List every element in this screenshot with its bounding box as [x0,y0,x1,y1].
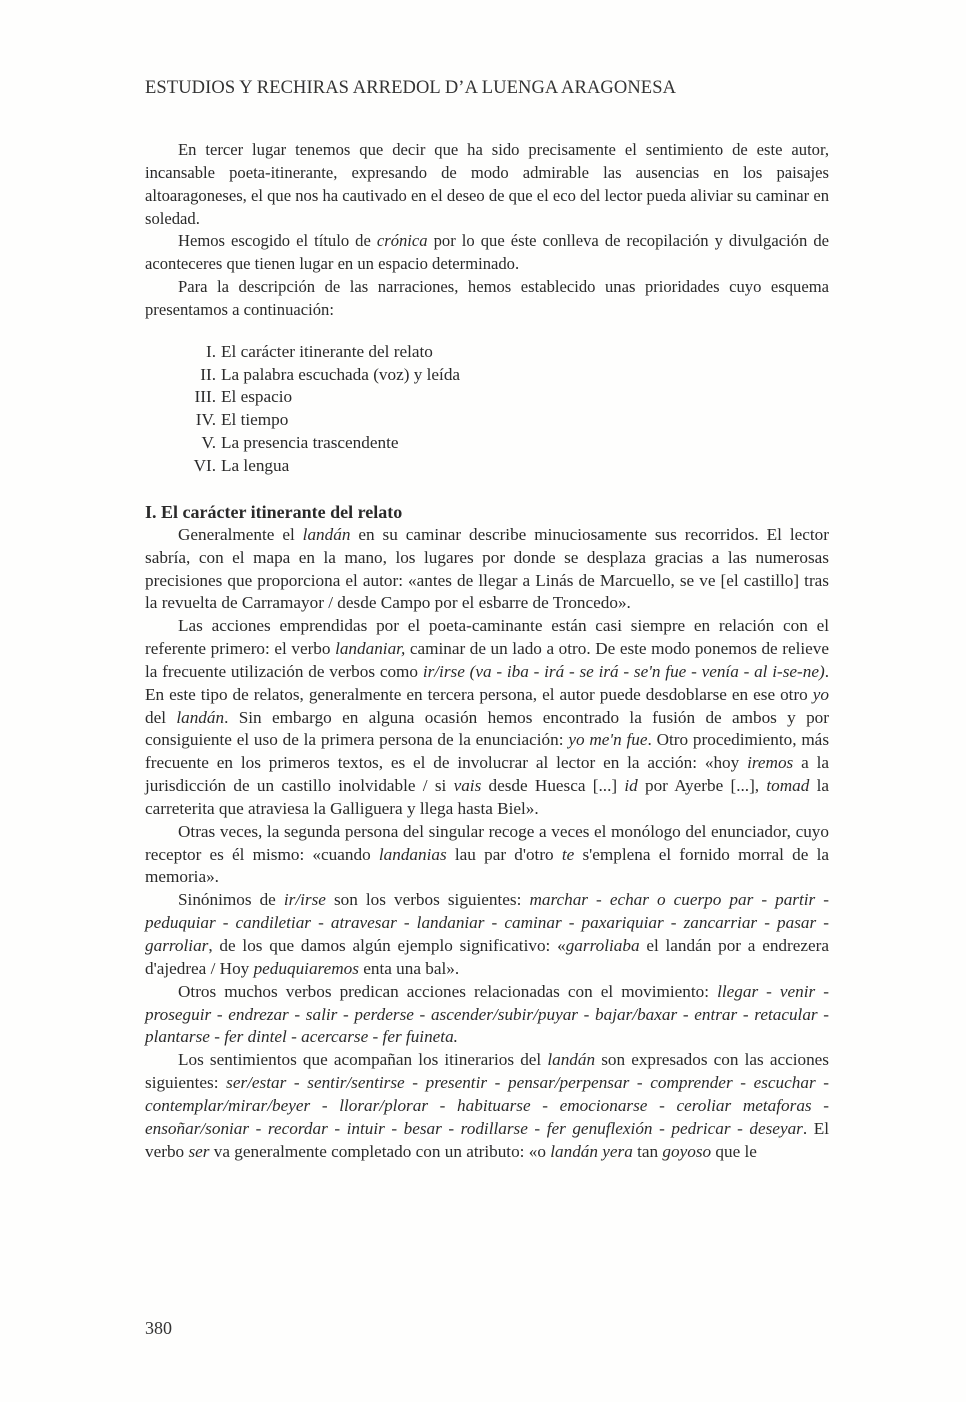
text-run: Las acciones emprendidas por el poeta-caminante están casi siempre en relación con el referente primero: el verbo [145,616,829,659]
italic-run: landanias [378,844,447,864]
outline-number: II. [200,364,216,384]
outline-label: La palabra escuchada (voz) y leída [221,364,461,384]
outline-number: VI. [193,455,216,475]
section-heading: I. El carácter itinerante del relato [145,501,403,522]
italic-run: ser/estar - sentir/sentirse - presentir - pensar/perpensar - comprender - escuchar - contemplar/mirar/beyer - llorar/plorar - habituarse - emocionarse - ceroliar metaforas - ensoñar/soniar - recordar - intuir - besar - rodillarse - fer genuflexión - pedricar - deseyar [145,1073,829,1138]
text-run: caminar de un lado a otro. De este modo ponemos de relieve la frecuente utilización de verbos como [145,639,829,681]
italic-run: marchar - echar o cuerpo par - partir - peduquiar - candiletiar - atravesar - landaniar - caminar - paxariquiar - zancarriar - pasar - garroliar [145,890,830,955]
italic-run: yo [812,684,829,704]
italic-run: llegar - venir - proseguir - endrezar - salir - perderse - ascender/subir/puyar - bajar/baxar - entrar - retacular - plantarse - fer dintel - acercarse - fer fuineta. [145,981,829,1047]
text-run: a la jurisdicción de un castillo inolvidable / si [145,753,829,796]
paragraph-section-4 [145,889,829,980]
outline-number: III. [194,387,216,407]
text-run: va generalmente completado con un atributo: «o [209,1141,551,1161]
italic-run: tomad [766,776,810,796]
paragraph-section-1 [145,524,829,615]
running-header: ESTUDIOS Y RECHIRAS ARREDOL D’A LUENGA ARAGONESA [145,78,677,98]
outline-item [145,455,829,478]
text-run: s'emplena el fornido morral de la memoria». [145,844,829,887]
italic-run: ser [188,1141,210,1161]
italic-run: garroliaba [565,936,640,955]
italic-run: landán [302,524,351,544]
italic-run: landaniar, [335,639,406,659]
outline-label: La presencia trascendente [221,433,399,453]
italic-run: crónica [376,231,428,251]
outline-item [145,432,829,455]
outline-number: V. [201,433,216,453]
paragraph-intro-3: Para la descripción de las narraciones, hemos establecido unas prioridades cuyo esquema presentamos a continuación: [145,277,829,319]
text-run: tan [632,1141,663,1161]
text-run: . En este tipo de relatos, generalmente en tercera persona, el autor puede desdoblarse en ese otro [145,661,830,704]
italic-run: iremos [747,753,794,773]
body-text [145,139,829,1163]
outline-item [145,341,829,364]
text-run: Otras veces, la segunda persona del singular recoge a veces el monólogo del enunciador, cuyo receptor es él mismo: «cuando [145,821,829,864]
italic-run: (va - iba - irá - se irá - se'n fue - venía - al i-se-ne) [469,661,825,681]
text-run: Sinónimos de [178,890,284,910]
text-run: la carreterita que atraviesa la Galliguera y llega hasta Biel». [145,776,830,818]
outline-number: IV. [195,410,216,430]
paragraph-intro-1: En tercer lugar tenemos que decir que ha sido precisamente el sentimiento de este autor, incansable poeta-itinerante, expresando de modo admirable las ausencias en los paisajes altoaragoneses, el que nos ha cautivado en el deseo de que el eco del lector pueda aliviar su caminar en soledad. [145,140,829,228]
outline-list [145,341,829,478]
text-run: , de los que damos algún ejemplo significativo: « [208,936,566,955]
text-run: Otros muchos verbos predican acciones relacionadas con el movimiento: [178,981,718,1001]
outline-item [145,409,829,432]
outline-label: El espacio [221,387,293,407]
paragraph-section-6 [145,1049,829,1163]
paragraph-section-5 [145,981,829,1050]
italic-run: landán [176,707,225,727]
text-run: Generalmente el [178,524,303,544]
italic-run: vais [453,776,482,796]
text-run: son los verbos siguientes: [325,890,530,910]
outline-number: I. [205,341,216,361]
italic-run: goyoso [662,1141,712,1161]
text-run: en su caminar describe minuciosamente sus recorridos. El lector sabría, con el mapa en la mano, los lugares por donde se desplaza gracias a las numerosas precisiones que proporciona el autor: «antes de llegar a Linás de Marcuello, se ve [el castillo] tras la revuelta de Carramayor / desde Campo por el esbarre de Troncedo». [145,524,829,613]
text-run: . El verbo [145,1118,829,1161]
text-run: del [145,707,177,727]
outline-item [145,386,829,409]
outline-label: La lengua [221,455,290,475]
text-run: Hemos escogido el título de [178,231,377,251]
text-run: Los sentimientos que acompañan los itinerarios del [178,1050,548,1070]
italic-run: peduquiaremos [253,958,359,978]
italic-run: te [561,844,575,864]
page-number: 380 [145,1318,172,1338]
text-run: por lo que éste conlleva de recopilación y divulgación de aconteceres que tienen lugar en un espacio determinado. [145,231,829,274]
italic-run: id [624,776,638,796]
paragraph-intro-2 [145,230,829,276]
text-run: por Ayerbe [...], [637,776,767,796]
text-run: . Otro procedimiento, más frecuente en los primeros textos, es el de involucrar al lector en la acción: «hoy [145,730,830,773]
text-run: lau par d'otro [446,844,562,864]
italic-run: ir/irse [422,661,465,681]
text-run: desde Huesca [...] [481,776,625,796]
outline-label: El tiempo [221,410,289,430]
outline-label: El carácter itinerante del relato [221,341,433,361]
paragraph-section-2 [145,615,829,821]
paragraph-section-3 [145,821,829,890]
italic-run: landán yera [550,1141,633,1161]
text-run: que le [711,1141,757,1161]
outline-item [145,364,829,387]
italic-run: ir/irse [283,890,326,910]
text-run: el landán por a endrezera d'ajedrea / Hoy [145,936,829,978]
italic-run: landán [547,1050,596,1070]
text-run: enta una bal». [358,958,460,978]
text-run: son expresados con las acciones siguientes: [145,1050,829,1093]
italic-run: yo me'n fue [568,730,648,750]
text-run: . Sin embargo en alguna ocasión hemos encontrado la fusión de ambos y por consiguiente el uso de la primera persona de la enunciación: [145,707,829,750]
